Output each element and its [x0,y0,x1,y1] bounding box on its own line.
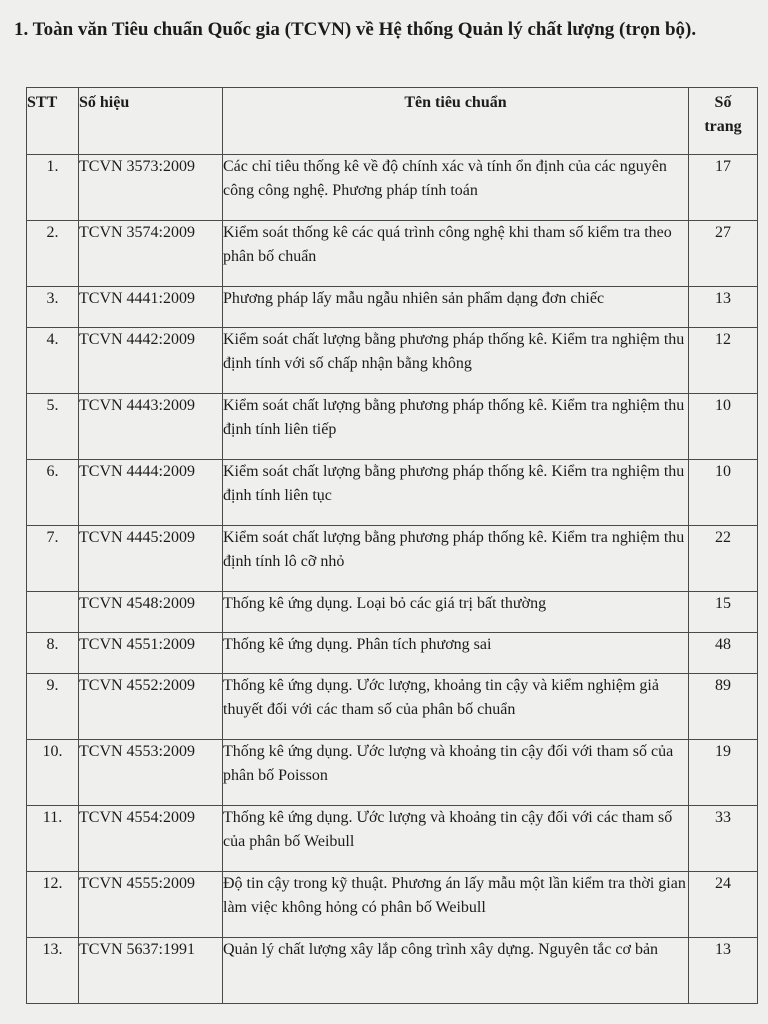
row-name: Các chỉ tiêu thống kê về độ chính xác và tính ổn định của các nguyên công công nghệ. Phương pháp tính toán [223,155,689,221]
header-pages-line2: trang [704,118,742,135]
table-row [27,740,758,806]
row-name: Kiểm soát thống kê các quá trình công nghệ khi tham số kiểm tra theo phân bố chuẩn [223,221,689,287]
row-code: TCVN 4548:2009 [79,592,223,633]
row-stt: 11. [27,806,79,872]
row-name: Kiểm soát chất lượng bằng phương pháp thống kê. Kiểm tra nghiệm thu định tính liên tiếp [223,394,689,460]
row-name: Thống kê ứng dụng. Ước lượng và khoảng tin cậy đối với tham số của phân bố Poisson [223,740,689,806]
row-name: Quản lý chất lượng xây lắp công trình xây dựng. Nguyên tắc cơ bản [223,938,689,1004]
table-row [27,328,758,394]
row-name: Phương pháp lấy mẫu ngẫu nhiên sản phẩm dạng đơn chiếc [223,287,689,328]
table-row [27,592,758,633]
table-row [27,221,758,287]
row-name: Thống kê ứng dụng. Ước lượng và khoảng tin cậy đối với các tham số của phân bố Weibull [223,806,689,872]
row-pages: 10 [689,460,758,526]
row-code: TCVN 4551:2009 [79,633,223,674]
row-pages: 48 [689,633,758,674]
row-pages: 89 [689,674,758,740]
row-stt: 9. [27,674,79,740]
row-code: TCVN 4445:2009 [79,526,223,592]
row-stt: 13. [27,938,79,1004]
row-pages: 15 [689,592,758,633]
row-stt: 1. [27,155,79,221]
header-pages [689,88,758,155]
row-pages: 13 [689,938,758,1004]
row-code: TCVN 4443:2009 [79,394,223,460]
table-row [27,938,758,1004]
row-name: Thống kê ứng dụng. Phân tích phương sai [223,633,689,674]
row-stt: 12. [27,872,79,938]
row-pages: 19 [689,740,758,806]
row-pages: 24 [689,872,758,938]
row-pages: 22 [689,526,758,592]
row-name: Thống kê ứng dụng. Loại bỏ các giá trị bất thường [223,592,689,633]
row-name: Kiểm soát chất lượng bằng phương pháp thống kê. Kiểm tra nghiệm thu định tính với số chấp nhận bằng không [223,328,689,394]
row-pages: 13 [689,287,758,328]
header-name: Tên tiêu chuẩn [223,88,689,155]
table-row [27,674,758,740]
row-code: TCVN 4555:2009 [79,872,223,938]
row-name: Kiểm soát chất lượng bằng phương pháp thống kê. Kiểm tra nghiệm thu định tính lô cỡ nhỏ [223,526,689,592]
row-stt: 3. [27,287,79,328]
page-title: 1. Toàn văn Tiêu chuẩn Quốc gia (TCVN) về Hệ thống Quản lý chất lượng (trọn bộ). [14,19,697,40]
row-name: Kiểm soát chất lượng bằng phương pháp thống kê. Kiểm tra nghiệm thu định tính liên tục [223,460,689,526]
row-pages: 17 [689,155,758,221]
row-code: TCVN 3574:2009 [79,221,223,287]
row-code: TCVN 3573:2009 [79,155,223,221]
row-pages: 10 [689,394,758,460]
row-pages: 12 [689,328,758,394]
header-pages-line1: Số [714,94,732,111]
row-code: TCVN 4554:2009 [79,806,223,872]
table-row [27,633,758,674]
table-row [27,526,758,592]
row-code: TCVN 4444:2009 [79,460,223,526]
row-pages: 27 [689,221,758,287]
table-row [27,872,758,938]
header-code: Số hiệu [79,88,223,155]
table-row [27,806,758,872]
row-stt: 8. [27,633,79,674]
standards-table [26,87,758,1004]
row-code: TCVN 4553:2009 [79,740,223,806]
table-row [27,394,758,460]
table-row [27,287,758,328]
table-row [27,155,758,221]
row-stt: 4. [27,328,79,394]
table-row [27,460,758,526]
row-stt: 10. [27,740,79,806]
row-code: TCVN 4441:2009 [79,287,223,328]
row-stt: 5. [27,394,79,460]
row-name: Thống kê ứng dụng. Ước lượng, khoảng tin cậy và kiểm nghiệm giả thuyết đối với các tham số của phân bố chuẩn [223,674,689,740]
row-stt: 6. [27,460,79,526]
row-name: Độ tin cậy trong kỹ thuật. Phương án lấy mẫu một lần kiểm tra thời gian làm việc không hỏng có phân bố Weibull [223,872,689,938]
row-stt: 7. [27,526,79,592]
table-header-row [27,88,758,155]
row-code: TCVN 4552:2009 [79,674,223,740]
row-pages: 33 [689,806,758,872]
row-code: TCVN 5637:1991 [79,938,223,1004]
row-code: TCVN 4442:2009 [79,328,223,394]
row-stt: 2. [27,221,79,287]
row-stt [27,592,79,633]
header-stt: STT [27,88,79,155]
